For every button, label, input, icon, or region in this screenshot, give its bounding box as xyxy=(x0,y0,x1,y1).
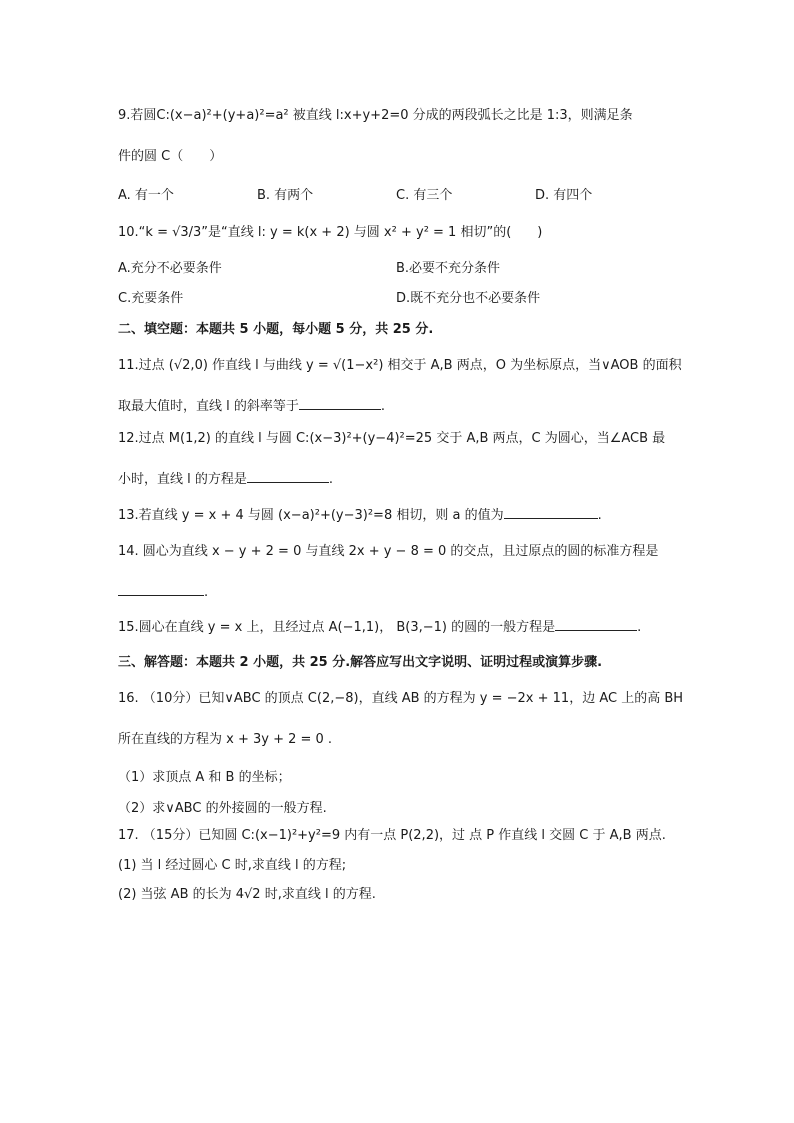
q12-line-end: . xyxy=(328,472,334,487)
q17-line-1: 17. （15分）已知圆 C:(x−1)²+y²=9 内有一点 P(2,2)，过 点 P 作直线 l 交圆 C 于 A,B 两点. xyxy=(118,828,666,843)
q11-line-2-text: 取最大值时，直线 l 的斜率等于 xyxy=(118,399,299,414)
q14-line-1: 14. 圆心为直线 x − y + 2 = 0 与直线 2x + y − 8 = 0 的交点，且过原点的圆的标准方程是 xyxy=(118,544,659,559)
q11-line-1: 11.过点 (√2,0) 作直线 l 与曲线 y = √(1−x²) 相交于 A,B 两点，O 为坐标原点，当∨AOB 的面积 xyxy=(118,358,682,373)
q15-line-1 xyxy=(118,617,688,637)
section-3-heading: 三、解答题：本题共 2 小题，共 25 分.解答应写出文字说明、证明过程或演算步骤. xyxy=(118,655,603,670)
q10-option-c: C.充要条件 xyxy=(118,291,184,306)
q9-line-2: 件的圆 C（ ） xyxy=(118,149,223,164)
q9-option-d: D. 有四个 xyxy=(535,188,593,203)
q13-line-1 xyxy=(118,505,688,525)
q9-option-a: A. 有一个 xyxy=(118,188,174,203)
q17-part-2: (2) 当弦 AB 的长为 4√2 时,求直线 l 的方程. xyxy=(118,887,376,902)
q10-option-b: B.必要不充分条件 xyxy=(396,261,501,276)
q10-line-1: 10.“k = √3/3”是“直线 l: y = k(x + 2) 与圆 x² + y² = 1 相切”的( ) xyxy=(118,225,543,240)
q16-line-2: 所在直线的方程为 x + 3y + 2 = 0 . xyxy=(118,732,333,747)
q9-option-b: B. 有两个 xyxy=(257,188,314,203)
q12-line-2-text: 小时，直线 l 的方程是 xyxy=(118,472,247,487)
q13-answer-blank[interactable] xyxy=(504,505,598,519)
q16-line-1: 16. （10分）已知∨ABC 的顶点 C(2,−8)，直线 AB 的方程为 y = −2x + 11，边 AC 上的高 BH xyxy=(118,691,684,706)
q11-line-end: . xyxy=(380,399,386,414)
q12-line-1: 12.过点 M(1,2) 的直线 l 与圆 C:(x−3)²+(y−4)²=25 交于 A,B 两点，C 为圆心，当∠ACB 最 xyxy=(118,431,666,446)
section-2-heading: 二、填空题：本题共 5 小题，每小题 5 分，共 25 分. xyxy=(118,322,434,337)
q12-answer-blank[interactable] xyxy=(247,469,329,483)
q11-line-2 xyxy=(118,396,688,416)
q15-text: 15.圆心在直线 y = x 上，且经过点 A(−1,1)， B(3,−1) 的圆的一般方程是 xyxy=(118,620,556,635)
q17-part-1: (1) 当 l 经过圆心 C 时,求直线 l 的方程; xyxy=(118,858,347,873)
q12-line-2 xyxy=(118,469,688,489)
q13-text: 13.若直线 y = x + 4 与圆 (x−a)²+(y−3)²=8 相切，则 a 的值为 xyxy=(118,508,504,523)
q15-answer-blank[interactable] xyxy=(555,617,637,631)
q11-answer-blank[interactable] xyxy=(299,396,381,410)
q9-line-1: 9.若圆C:(x−a)²+(y+a)²=a² 被直线 l:x+y+2=0 分成的两段弧长之比是 1:3，则满足条 xyxy=(118,108,633,123)
q9-option-c: C. 有三个 xyxy=(396,188,453,203)
q16-part-1: （1）求顶点 A 和 B 的坐标； xyxy=(118,770,291,785)
q15-line-end: . xyxy=(637,620,642,635)
q14-line-end: . xyxy=(204,585,209,600)
q14-answer-blank[interactable] xyxy=(118,582,204,596)
q16-part-2: （2）求∨ABC 的外接圆的一般方程. xyxy=(118,801,327,816)
q14-line-2 xyxy=(118,582,688,602)
q13-line-end: . xyxy=(597,508,602,523)
q10-option-d: D.既不充分也不必要条件 xyxy=(396,291,541,306)
q10-option-a: A.充分不必要条件 xyxy=(118,261,222,276)
